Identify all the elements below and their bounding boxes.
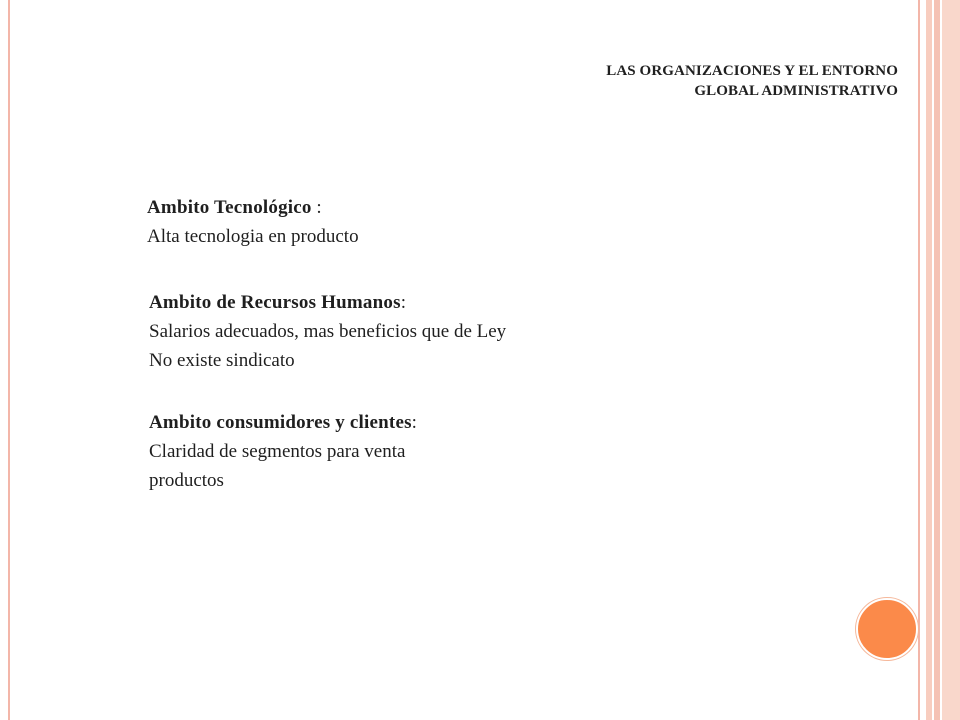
frame-right-band [934,0,940,720]
section-heading: Ambito consumidores y clientes [149,412,412,433]
section-heading: Ambito de Recursos Humanos [149,292,401,313]
section-consumers-clients [149,408,769,495]
section-heading-suffix: : [311,197,322,218]
section-human-resources [149,288,769,375]
slide-title-line-2: GLOBAL ADMINISTRATIVO [694,83,898,99]
slide-title-line-1: LAS ORGANIZACIONES Y EL ENTORNO [606,63,898,79]
section-technological [147,193,767,251]
section-heading-row [149,288,769,317]
section-heading-suffix: : [400,292,406,313]
slide-title [438,61,898,101]
frame-right-band [942,0,960,720]
frame-left-line [8,0,10,720]
frame-right-line [918,0,920,720]
accent-circle [856,598,918,660]
section-line: Alta tecnologia en producto [147,226,359,247]
section-line: Salarios adecuados, mas beneficios que de Ley [149,321,507,342]
section-line: productos [149,470,224,491]
section-heading-suffix: : [411,412,417,433]
frame-right-band [926,0,932,720]
section-heading: Ambito Tecnológico [147,197,312,218]
section-heading-row [149,408,769,437]
section-line: No existe sindicato [149,350,295,371]
section-line: Claridad de segmentos para venta [149,441,406,462]
section-heading-row [147,193,767,222]
